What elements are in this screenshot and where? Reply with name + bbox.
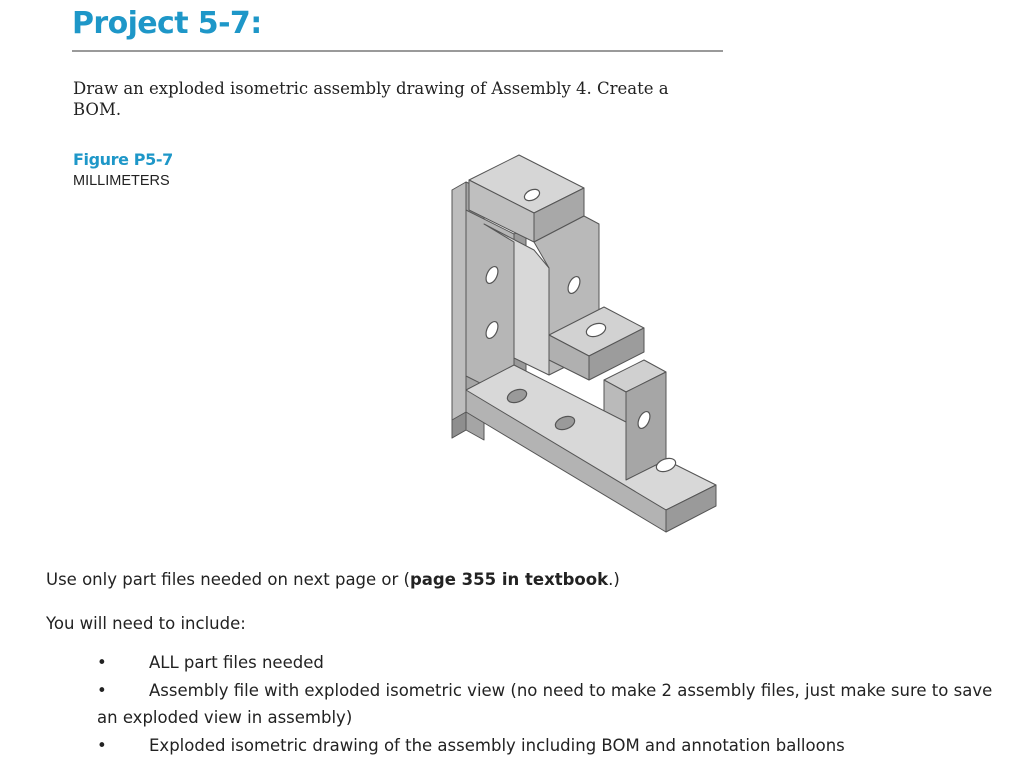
deliverables-list (97, 649, 997, 759)
base-top (466, 365, 716, 510)
list-item-text: ALL part files needed (149, 653, 324, 672)
title-divider (72, 50, 723, 52)
assembly-drawing (444, 150, 724, 540)
list-item (97, 649, 997, 677)
back-plate-face (452, 182, 466, 438)
instruction-files-prefix: Use only part files needed on next page or ( (46, 570, 410, 589)
textbook-page-reference: page 355 in textbook (409, 570, 609, 589)
list-item-text: Assembly file with exploded isometric view (no need to make 2 assembly files, just make sure to save an exploded view in assembly) (97, 680, 993, 727)
list-item (97, 732, 997, 760)
list-item (97, 677, 997, 732)
assembly-isometric-svg (444, 150, 724, 540)
bullet-icon: • (97, 680, 107, 700)
list-item-text: Exploded isometric drawing of the assembly including BOM and annotation balloons (149, 735, 845, 755)
bullet-icon: • (97, 653, 107, 672)
include-heading: You will need to include: (46, 614, 246, 633)
figure-label: Figure P5-7 (73, 150, 173, 169)
instruction-files (46, 570, 620, 589)
project-title: Project 5-7: (72, 6, 262, 41)
figure-units: MILLIMETERS (73, 173, 170, 189)
bullet-icon: • (97, 735, 107, 755)
instruction-files-suffix: .) (608, 570, 620, 589)
task-description: Draw an exploded isometric assembly drawing of Assembly 4. Create a BOM. (73, 79, 669, 119)
